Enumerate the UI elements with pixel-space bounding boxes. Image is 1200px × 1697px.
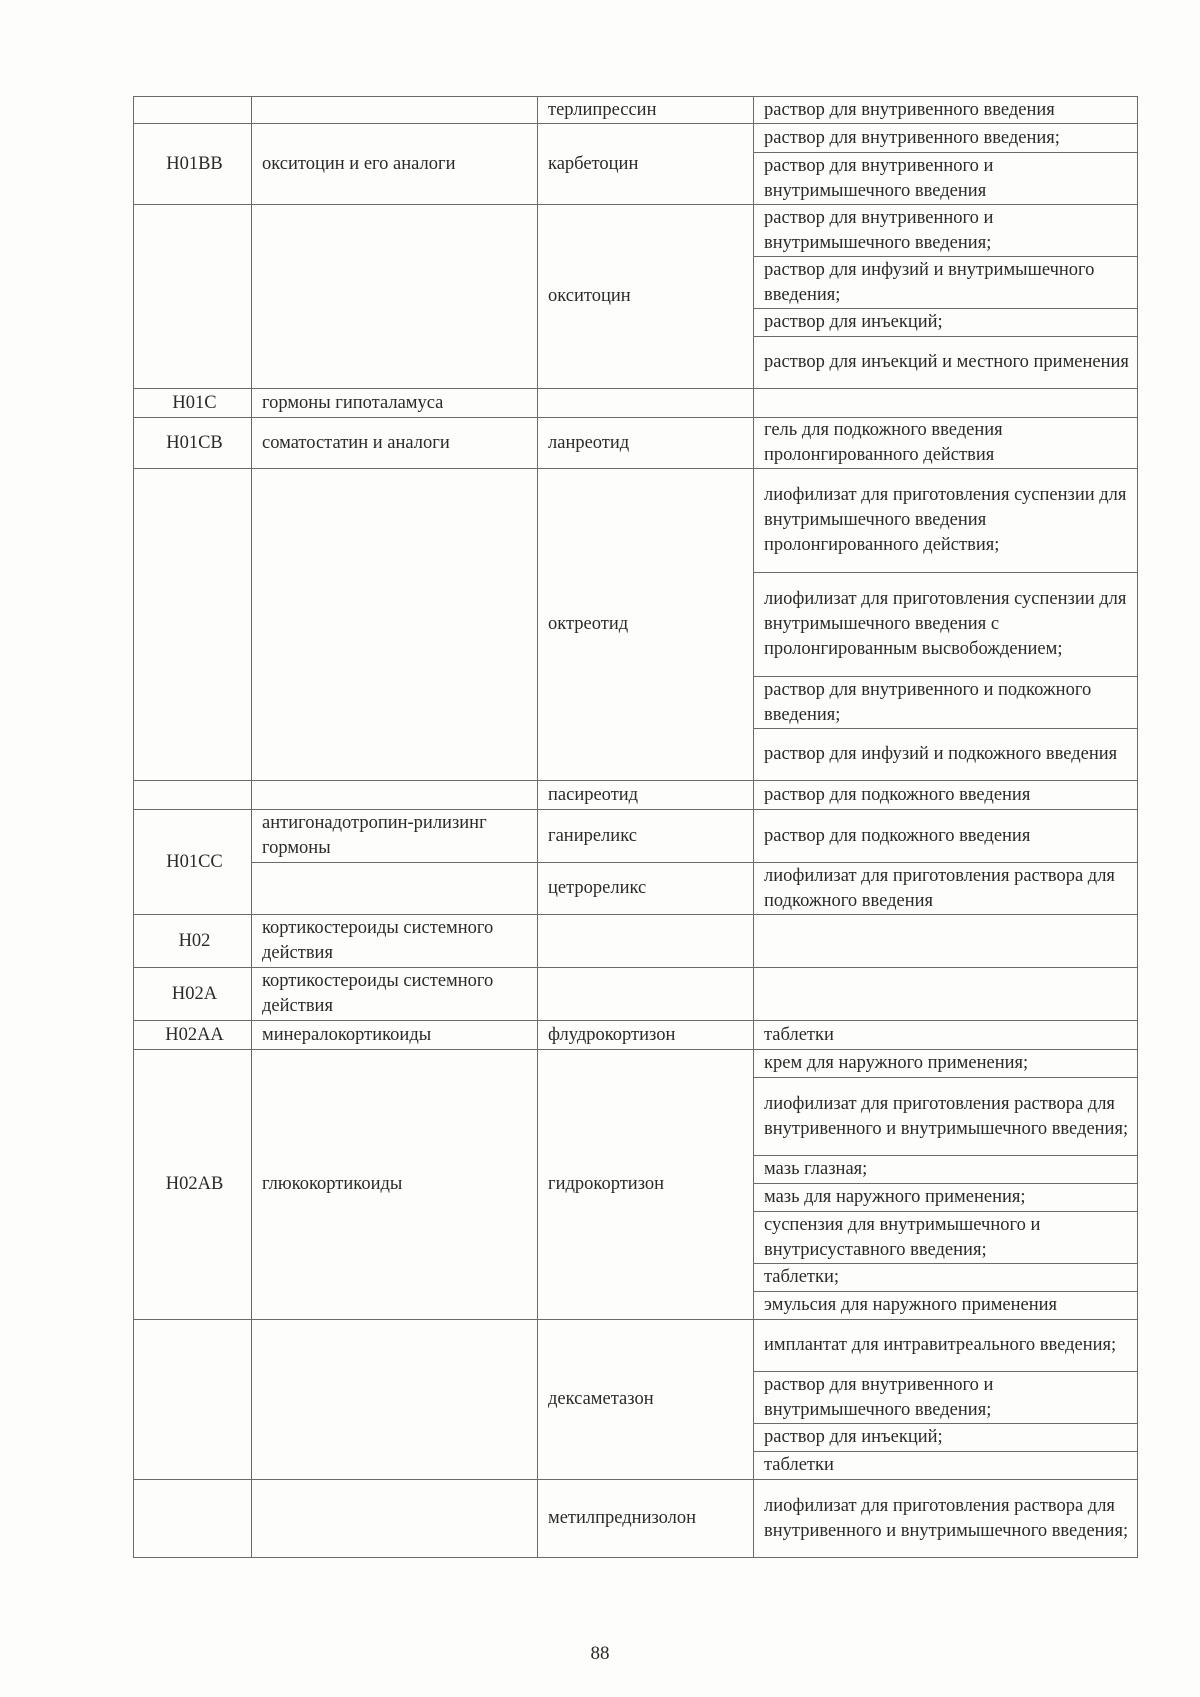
group-cell: кортикостероиды системного действия [252, 915, 538, 968]
group-cell: минералокортикоиды [252, 1021, 538, 1050]
table-row [134, 810, 1138, 863]
page-number: 88 [590, 1643, 610, 1664]
dosage-form-cell: суспензия для внутримышечного и внутрисуставного введения; [754, 1212, 1138, 1264]
atc-code-cell [134, 469, 252, 781]
atc-code-cell [134, 205, 252, 389]
group-cell [252, 97, 538, 124]
atc-code-cell: H02A [134, 968, 252, 1021]
group-cell: антигонадотропин-рилизинг гормоны [252, 810, 538, 863]
dosage-form-cell: эмульсия для наружного применения [754, 1292, 1138, 1320]
group-cell [252, 1320, 538, 1480]
drug-cell: флудрокортизон [538, 1021, 754, 1050]
dosage-form-cell: лиофилизат для приготовления раствора для внутривенного и внутримышечного введения; [754, 1480, 1138, 1558]
atc-code-cell [134, 1320, 252, 1480]
atc-code-cell: H01BB [134, 124, 252, 205]
drug-cell: гидрокортизон [538, 1050, 754, 1320]
drug-list-table [133, 96, 1138, 1558]
dosage-form-cell: раствор для подкожного введения [754, 810, 1138, 863]
table-row [134, 97, 1138, 124]
table-row [134, 1050, 1138, 1078]
dosage-form-cell: раствор для инфузий и подкожного введения [754, 729, 1138, 781]
dosage-form-cell: раствор для подкожного введения [754, 781, 1138, 810]
dosage-form-cell [754, 915, 1138, 968]
table-row [134, 469, 1138, 573]
dosage-form-cell: таблетки; [754, 1264, 1138, 1292]
table-row [134, 781, 1138, 810]
table-row [134, 1480, 1138, 1558]
dosage-form-cell: раствор для внутривенного введения; [754, 124, 1138, 153]
table-row [134, 968, 1138, 1021]
table-row [134, 124, 1138, 153]
table-row [134, 418, 1138, 469]
dosage-form-cell: таблетки [754, 1452, 1138, 1480]
table-row [134, 915, 1138, 968]
group-cell [252, 1480, 538, 1558]
dosage-form-cell: раствор для инфузий и внутримышечного введения; [754, 257, 1138, 309]
drug-cell [538, 915, 754, 968]
dosage-form-cell: раствор для инъекций; [754, 309, 1138, 337]
drug-cell: ланреотид [538, 418, 754, 469]
table-row [134, 1021, 1138, 1050]
drug-cell: цетрореликс [538, 863, 754, 915]
drug-cell [538, 389, 754, 418]
table-row [134, 389, 1138, 418]
atc-code-cell [134, 97, 252, 124]
dosage-form-cell: лиофилизат для приготовления суспензии для внутримышечного введения с пролонгированным высвобождением; [754, 573, 1138, 677]
drug-cell [538, 968, 754, 1021]
dosage-form-cell: имплантат для интравитреального введения; [754, 1320, 1138, 1372]
group-cell [252, 863, 538, 915]
dosage-form-cell: лиофилизат для приготовления суспензии для внутримышечного введения пролонгированного действия; [754, 469, 1138, 573]
drug-cell: ганиреликс [538, 810, 754, 863]
dosage-form-cell: крем для наружного применения; [754, 1050, 1138, 1078]
group-cell: соматостатин и аналоги [252, 418, 538, 469]
dosage-form-cell [754, 389, 1138, 418]
group-cell: гормоны гипоталамуса [252, 389, 538, 418]
dosage-form-cell: раствор для внутривенного и подкожного введения; [754, 677, 1138, 729]
dosage-form-cell: раствор для внутривенного и внутримышечного введения; [754, 205, 1138, 257]
group-cell: окситоцин и его аналоги [252, 124, 538, 205]
atc-code-cell: H01CC [134, 810, 252, 915]
drug-cell: терлипрессин [538, 97, 754, 124]
drug-cell: окситоцин [538, 205, 754, 389]
atc-code-cell [134, 781, 252, 810]
group-cell: глюкокортикоиды [252, 1050, 538, 1320]
dosage-form-cell: мазь для наружного применения; [754, 1184, 1138, 1212]
dosage-form-cell: раствор для инъекций и местного применения [754, 337, 1138, 389]
atc-code-cell: H02AB [134, 1050, 252, 1320]
group-cell [252, 469, 538, 781]
dosage-form-cell [754, 968, 1138, 1021]
dosage-form-cell: лиофилизат для приготовления раствора для подкожного введения [754, 863, 1138, 915]
dosage-form-cell: раствор для внутривенного введения [754, 97, 1138, 124]
group-cell: кортикостероиды системного действия [252, 968, 538, 1021]
table-row [134, 205, 1138, 257]
drug-cell: октреотид [538, 469, 754, 781]
dosage-form-cell: таблетки [754, 1021, 1138, 1050]
atc-code-cell: H01C [134, 389, 252, 418]
dosage-form-cell: гель для подкожного введения пролонгированного действия [754, 418, 1138, 469]
dosage-form-cell: мазь глазная; [754, 1156, 1138, 1184]
atc-code-cell [134, 1480, 252, 1558]
drug-cell: пасиреотид [538, 781, 754, 810]
dosage-form-cell: раствор для внутривенного и внутримышечного введения; [754, 1372, 1138, 1424]
dosage-form-cell: раствор для инъекций; [754, 1424, 1138, 1452]
group-cell [252, 205, 538, 389]
group-cell [252, 781, 538, 810]
dosage-form-cell: лиофилизат для приготовления раствора для внутривенного и внутримышечного введения; [754, 1078, 1138, 1156]
drug-cell: дексаметазон [538, 1320, 754, 1480]
atc-code-cell: H01CB [134, 418, 252, 469]
table-row [134, 1320, 1138, 1372]
atc-code-cell: H02 [134, 915, 252, 968]
dosage-form-cell: раствор для внутривенного и внутримышечного введения [754, 153, 1138, 205]
drug-cell: метилпреднизолон [538, 1480, 754, 1558]
drug-cell: карбетоцин [538, 124, 754, 205]
atc-code-cell: H02AA [134, 1021, 252, 1050]
table-row [134, 863, 1138, 915]
